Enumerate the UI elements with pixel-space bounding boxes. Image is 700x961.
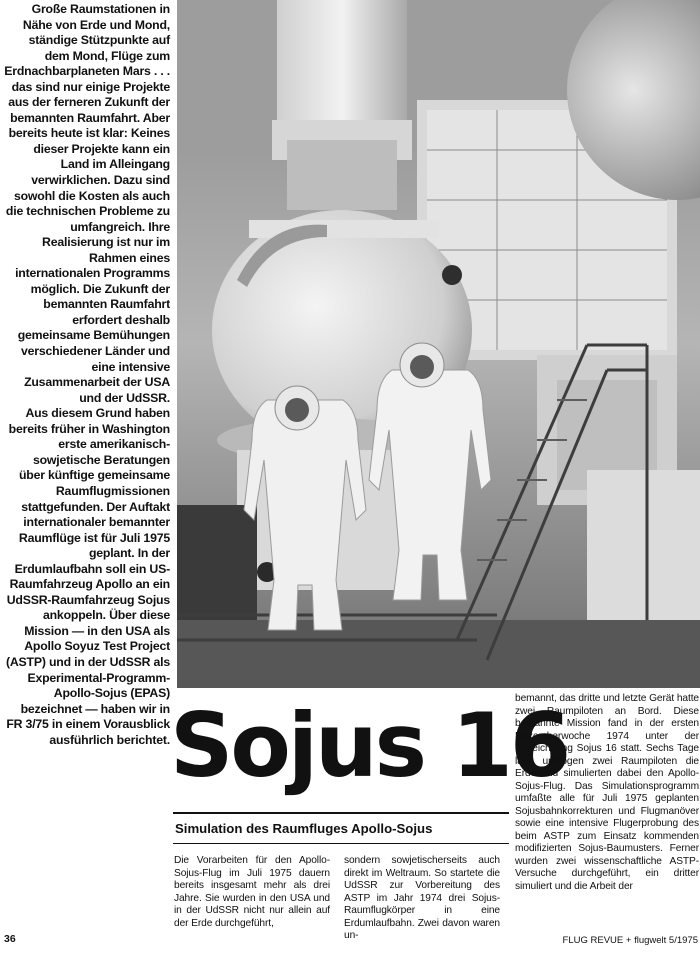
cosmonauts-at-soyuz-mockup-photo — [177, 0, 700, 688]
intro-paragraph: Große Raumstationen in Nähe von Erde und Mond, ständige Stützpunkte auf dem Mond, Flüge zum Erdnachbarplaneten Mars . . . das sind nur einige Projekte aus der ferneren Zukunft der bemannten Raumfahrt. Aber bereits heute ist klar: Keines dieser Projekte kann ein Land im Alleingang verwirklichen. Dazu sind sowohl die Kosten als auch die technischen Probleme zu umfangreich. Ihre Realisierung ist nur im Rahmen eines internationalen Programms möglich. Die Zukunft der bemannten Raumfahrt erfordert deshalb gemeinsame Bemühungen verschiedener Länder und eine intensive Zusammenarbeit der USA und der UdSSR. — [4, 2, 170, 405]
body-column-3 — [515, 693, 699, 921]
body-column-1 — [174, 855, 330, 929]
body-paragraph: sondern sowjetischerseits auch direkt im Weltraum. So startete die UdSSR zur Vorbereitung des ASTP im Jahr 1974 drei Sojus-Raumflugkörper in eine Erdumlaufbahn. Zwei davon waren un- — [344, 855, 500, 941]
intro-paragraph: Aus diesem Grund haben bereits früher in Washington erste amerikanisch-sowjetische Beratungen über künftige gemeinsame Raumflugmissionen stattgefunden. Der Auftakt internationaler bemannter Raumflüge ist für Juli 1975 geplant. In der Erdumlaufbahn soll ein US-Raumfahrzeug Apollo an ein UdSSR-Raumfahrzeug Sojus ankoppeln. Über diese Mission — in den USA als Apollo Soyuz Test Project (ASTP) und in der UdSSR als Experimental-Programm-Apollo-Sojus (EPAS) bezeichnet — haben wir in FR 3/75 in einem Vorausblick ausführlich berichtet. — [5, 406, 170, 747]
intro-text — [4, 2, 170, 918]
article-headline — [170, 688, 569, 804]
body-paragraph: Die Vorarbeiten für den Apollo-Sojus-Flug im Juli 1975 dauern bereits insgesamt mehr als drei Jahre. Sie wurden in den USA und in der UdSSR nicht nur allein auf der Erde durchgeführt, — [174, 855, 330, 929]
article-subhead: Simulation des Raumfluges Apollo-Sojus — [175, 821, 433, 836]
body-column-2 — [344, 855, 500, 941]
body-paragraph: bemannt, das dritte und letzte Gerät hatte zwei Raumpiloten an Bord. Diese bemannte Mission fand in der ersten Dezemberwoche 1974 unter der Bezeichnung Sojus 16 statt. Sechs Tage lang umflogen zwei Raumpiloten die Erde und simulierten dabei den Apollo-Sojus-Flug. Das Simulationsprogramm umfaßte alle für Juli 1975 geplanten Sojusbahnkorrekturen und Flugmanöver sowie eine intensive Flugerprobung des beim ASTP zum Einsatz kommenden modifizierten Sojus-Baumusters. Ferner wurden zwei wissenschaftliche ASTP-Versuche durchgeführt, ein dritter simuliert und die Arbeit der — [515, 693, 699, 892]
magazine-footer: FLUG REVUE + flugwelt 5/1975 — [562, 935, 698, 946]
headline-rule — [173, 812, 509, 814]
page-number: 36 — [4, 933, 16, 945]
subhead-rule — [173, 843, 509, 844]
headline-text: Sojus 16 — [170, 694, 569, 797]
